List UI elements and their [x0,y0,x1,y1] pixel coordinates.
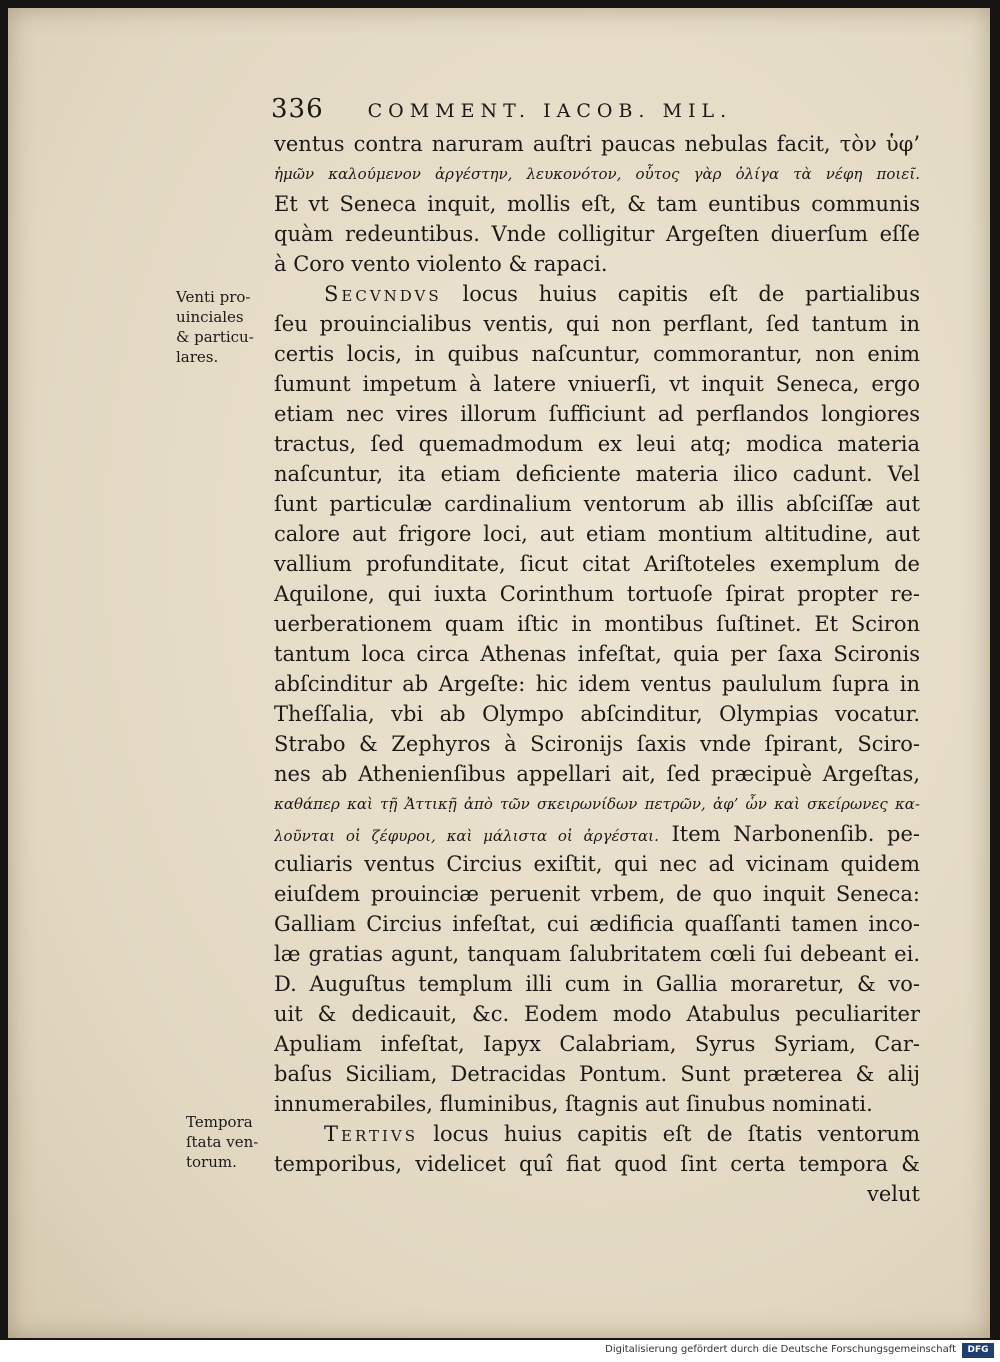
page-number: 336 [271,94,324,124]
text-line: ſunt particulæ cardinalium ventorum ab illis abſciſſæ aut [274,492,920,516]
text-line: uerberationem quam iſtic in montibus ſuſtinet. Et Sciron [274,612,920,636]
greek-text-line: ἡμῶν καλούμενον ἀργέστην, λευκονότον, οὗτος γὰρ ὀλίγα τὰ νέφη ποιεῖ. [274,165,920,183]
text-line: à Coro vento violento & rapaci. [274,252,608,276]
catchword: velut [867,1182,920,1206]
text-line-rest: Item Narbonenſib. pe- [671,822,920,846]
text-line: ventus contra naruram auſtri paucas nebulas facit, τὸν ὑφ’ [274,132,920,156]
text-line: ſumunt impetum à latere vniuerſi, vt inquit Seneca, ergo [274,372,920,396]
text-line: naſcuntur, ita etiam deficiente materia ilico cadunt. Vel [274,462,920,486]
marginal-line: torum. [186,1153,237,1171]
text-line: Apuliam infeſtat, Iapyx Calabriam, Syrus Syriam, Car- [274,1032,920,1056]
marginal-line: ſtata ven- [186,1133,259,1151]
text-line: uit & dedicauit, &c. Eodem modo Atabulus peculiariter [274,1002,920,1026]
text-line: ſeu prouincialibus ventis, qui non perflant, ſed tantum in [274,312,920,336]
text-line: calore aut frigore loci, aut etiam montium altitudine, aut [274,522,920,546]
text-line: innumerabiles, fluminibus, ſtagnis aut ſinubus nominati. [274,1092,873,1116]
text-line: Galliam Circius infeſtat, cui ædificia quaſſanti tamen inco- [274,912,920,936]
greek-text-line: καθάπερ καὶ τῇ Ἀττικῇ ἀπὸ τῶν σκειρωνίδων πετρῶν, ἀφ’ ὧν καὶ σκείρωνες κα- [274,795,920,813]
text-line: eiuſdem prouinciæ peruenit vrbem, de quo inquit Seneca: [274,882,920,906]
marginal-line: Venti pro- [176,288,251,306]
text-line: læ gratias agunt, tanquam ſalubritatem cœli ſui debeant ei. [274,942,920,966]
text-line: tantum loca circa Athenas infeſtat, quia per ſaxa Scironis [274,642,920,666]
text-line-section-2 [274,279,920,309]
text-line: vallium profunditate, ſicut citat Ariſtoteles exemplum de [274,552,920,576]
text-line: abſcinditur ab Argeſte: hic idem ventus paululum ſupra in [274,672,920,696]
text-line: quàm redeuntibus. Vnde colligitur Argeſten diuerſum eſſe [274,222,920,246]
text-line-rest: locus huius capitis eſt de partialibus [462,282,920,306]
text-line-section-3 [274,1119,920,1149]
book-page [8,8,990,1338]
dfg-logo-icon: DFG [962,1343,994,1358]
footer-bar [0,1340,1000,1362]
running-head [271,94,831,130]
text-line: Et vt Seneca inquit, mollis eſt, & tam euntibus communis [274,192,920,216]
marginal-line: Tempora [186,1113,253,1131]
section-lead-word: Secvndvs [324,282,442,306]
text-line: etiam nec vires illorum ſufficiunt ad perflandos longiores [274,402,920,426]
running-title: COMMENT. IACOB. MIL. [367,100,733,122]
funding-credit: Digitalisierung gefördert durch die Deutsche Forschungsgemeinschaft [605,1344,956,1355]
text-line: Aquilone, qui iuxta Corinthum tortuoſe ſpirat propter re- [274,582,920,606]
greek-text-fragment: λοῦνται οἱ ζέφυροι, καὶ μάλιστα οἱ ἀργέσται. [274,827,659,845]
text-line-rest: locus huius capitis eſt de ſtatis ventorum [433,1122,920,1146]
text-line: temporibus, videlicet quî fiat quod ſint certa tempora & [274,1152,920,1176]
text-line: certis locis, in quibus naſcuntur, commorantur, non enim [274,342,920,366]
text-line: D. Auguſtus templum illi cum in Gallia moraretur, & vo- [274,972,920,996]
text-line: culiaris ventus Circius exiſtit, qui nec ad vicinam quidem [274,852,920,876]
text-line-mixed [274,819,920,849]
body-text [274,129,920,1209]
text-line: baſus Siciliam, Detracidas Pontum. Sunt præterea & alij [274,1062,920,1086]
section-lead-word: Tertivs [324,1122,419,1146]
text-line: Strabo & Zephyros à Scironijs ſaxis vnde ſpirant, Sciro- [274,732,920,756]
marginal-line: lares. [176,348,219,366]
text-line: nes ab Athenienſibus appellari ait, ſed præcipuè Argeſtas, [274,762,920,786]
marginal-note-venti [176,287,280,367]
text-line: tractus, ſed quemadmodum ex leui atq; modica materia [274,432,920,456]
marginal-line: uinciales [176,308,244,326]
text-line: Theſſalia, vbi ab Olympo abſcinditur, Olympias vocatur. [274,702,920,726]
marginal-line: & particu- [176,328,254,346]
